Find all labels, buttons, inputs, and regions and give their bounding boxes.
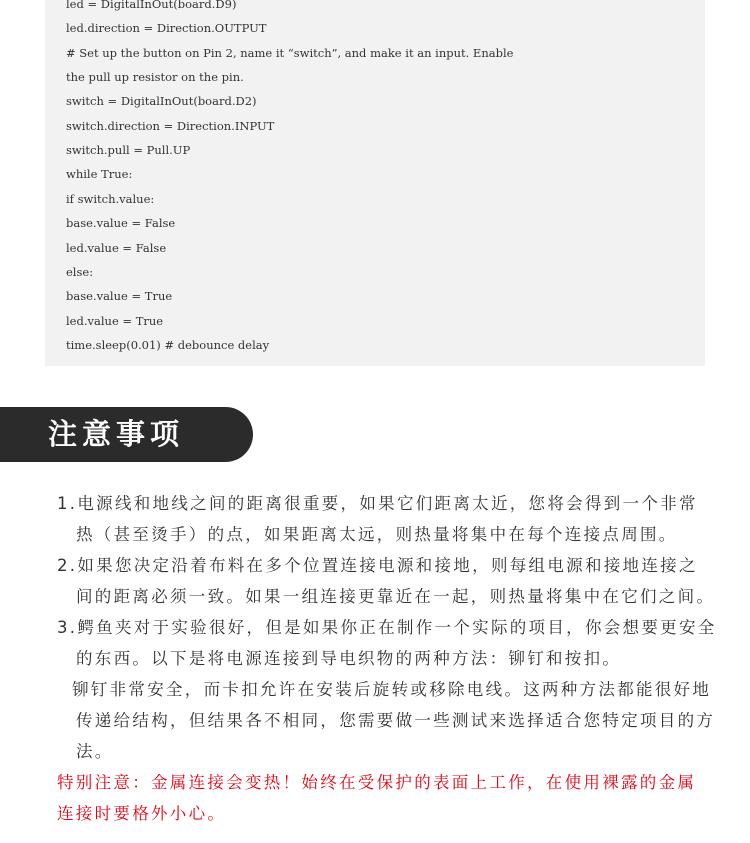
note-paragraph-end: 法。	[76, 742, 114, 761]
note-item-3-cont: 的东西。以下是将电源连接到导电织物的两种方法：铆钉和按扣。	[76, 649, 622, 668]
note-item-1-cont: 热（甚至烫手）的点，如果距离太远，则热量将集中在每个连接点周围。	[76, 525, 678, 544]
code-line: led.direction = Direction.OUTPUT	[66, 21, 267, 35]
note-item-2-cont: 间的距离必须一致。如果一组连接更靠近在一起，则热量将集中在它们之间。	[76, 587, 716, 606]
code-line: base.value = True	[66, 289, 173, 303]
code-line: switch.direction = Direction.INPUT	[66, 119, 275, 133]
code-line: time.sleep(0.01) # debounce delay	[66, 338, 270, 352]
code-line: # Set up the button on Pin 2, name it “switch”, and make it an input. Enable	[66, 46, 514, 60]
code-line: the pull up resistor on the pin.	[66, 70, 244, 84]
note-item-3: 3.鳄鱼夹对于实验很好，但是如果你正在制作一个实际的项目，你会想要更安全	[57, 618, 717, 637]
code-line: led.value = False	[66, 241, 167, 255]
code-block	[45, 0, 705, 366]
code-line: led.value = True	[66, 314, 164, 328]
code-line: else:	[66, 265, 94, 279]
code-line: while True:	[66, 167, 133, 181]
warning-text: 特别注意：金属连接会变热！始终在受保护的表面上工作，在使用裸露的金属	[57, 773, 697, 792]
section-banner	[0, 407, 253, 462]
code-line: switch = DigitalInOut(board.D2)	[66, 94, 257, 108]
note-paragraph: 铆钉非常安全，而卡扣允许在安装后旋转或移除电线。这两种方法都能很好地	[72, 680, 712, 699]
code-line: base.value = False	[66, 216, 176, 230]
code-line: if switch.value:	[66, 192, 155, 206]
section-title: 注意事项	[48, 417, 185, 451]
note-item-1: 1.电源线和地线之间的距离很重要，如果它们距离太近，您将会得到一个非常	[57, 494, 698, 513]
note-paragraph-cont: 传递给结构，但结果各不相同，您需要做一些测试来选择适合您特定项目的方	[76, 711, 716, 730]
warning-text-cont: 连接时要格外小心。	[57, 804, 227, 823]
note-item-2: 2.如果您决定沿着布料在多个位置连接电源和接地，则每组电源和接地连接之	[57, 556, 698, 575]
code-line: switch.pull = Pull.UP	[66, 143, 191, 157]
code-line: led = DigitalInOut(board.D9)	[66, 0, 237, 11]
